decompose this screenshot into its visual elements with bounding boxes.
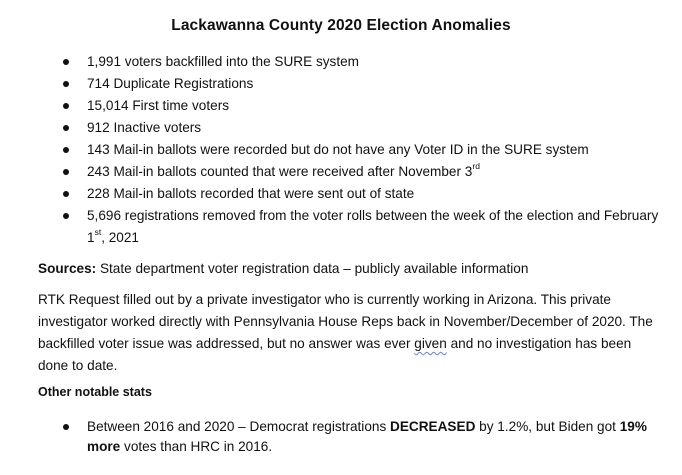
bullet-icon [63, 213, 69, 219]
ordinal-suffix: rd [472, 161, 480, 172]
bullet-icon [63, 424, 69, 430]
bullet-icon [63, 59, 69, 65]
list-item-text: 714 Duplicate Registrations [87, 76, 254, 91]
sources-line [38, 258, 658, 280]
list-item [63, 95, 663, 117]
bullet-icon [63, 169, 69, 175]
list-item [63, 139, 663, 161]
list-item-text: 228 Mail-in ballots recorded that were sent out of state [87, 186, 415, 201]
rtk-paragraph [38, 289, 658, 377]
notable-text-3: votes than HRC in 2016. [120, 439, 273, 454]
bullet-icon [63, 125, 69, 131]
list-item [63, 73, 663, 95]
list-item-text: 143 Mail-in ballots were recorded but do not have any Voter ID in the SURE system [87, 142, 589, 157]
list-item-text: 5,696 registrations removed from the voter rolls between the week of the election and February 1 [87, 208, 659, 245]
sources-text: State department voter registration data – publicly available information [96, 261, 529, 276]
list-item [63, 183, 663, 205]
bullet-icon [63, 81, 69, 87]
sources-label: Sources: [38, 261, 97, 276]
list-item-text: 15,014 First time voters [87, 98, 230, 113]
list-item-text-end: , 2021 [101, 230, 139, 245]
notable-list [63, 417, 663, 457]
spellcheck-word: given [414, 336, 447, 351]
notable-heading: Other notable stats [38, 385, 152, 399]
list-item [63, 117, 663, 139]
rtk-text-a: RTK Request filled out by a private investigator who is currently working in Arizona. This private investigator worked directly with Pennsylvania House Reps back in November/December of 2020. The backfilled voter issue was addressed, but no answer was ever [38, 292, 653, 351]
list-item [63, 51, 663, 73]
list-item-text: 1,991 voters backfilled into the SURE system [87, 54, 360, 69]
rtk-text-b: and no investigation has been done to date. [38, 336, 632, 373]
notable-text-2: by 1.2%, but Biden got [475, 419, 620, 434]
bullet-icon [63, 103, 69, 109]
list-item-text: 243 Mail-in ballots counted that were received after November 3 [87, 164, 473, 179]
document-title: Lackawanna County 2020 Election Anomalies [171, 17, 511, 34]
list-item [63, 161, 663, 183]
anomalies-list [63, 51, 663, 249]
notable-text-1: Between 2016 and 2020 – Democrat registrations [87, 419, 391, 434]
notable-bold-2: 19% more [87, 419, 647, 454]
bullet-icon [63, 191, 69, 197]
bullet-icon [63, 147, 69, 153]
notable-bold-1: DECREASED [390, 419, 476, 434]
list-item-text: 912 Inactive voters [87, 120, 202, 135]
list-item [63, 205, 663, 249]
ordinal-suffix: st [94, 227, 102, 238]
list-item [63, 417, 663, 457]
